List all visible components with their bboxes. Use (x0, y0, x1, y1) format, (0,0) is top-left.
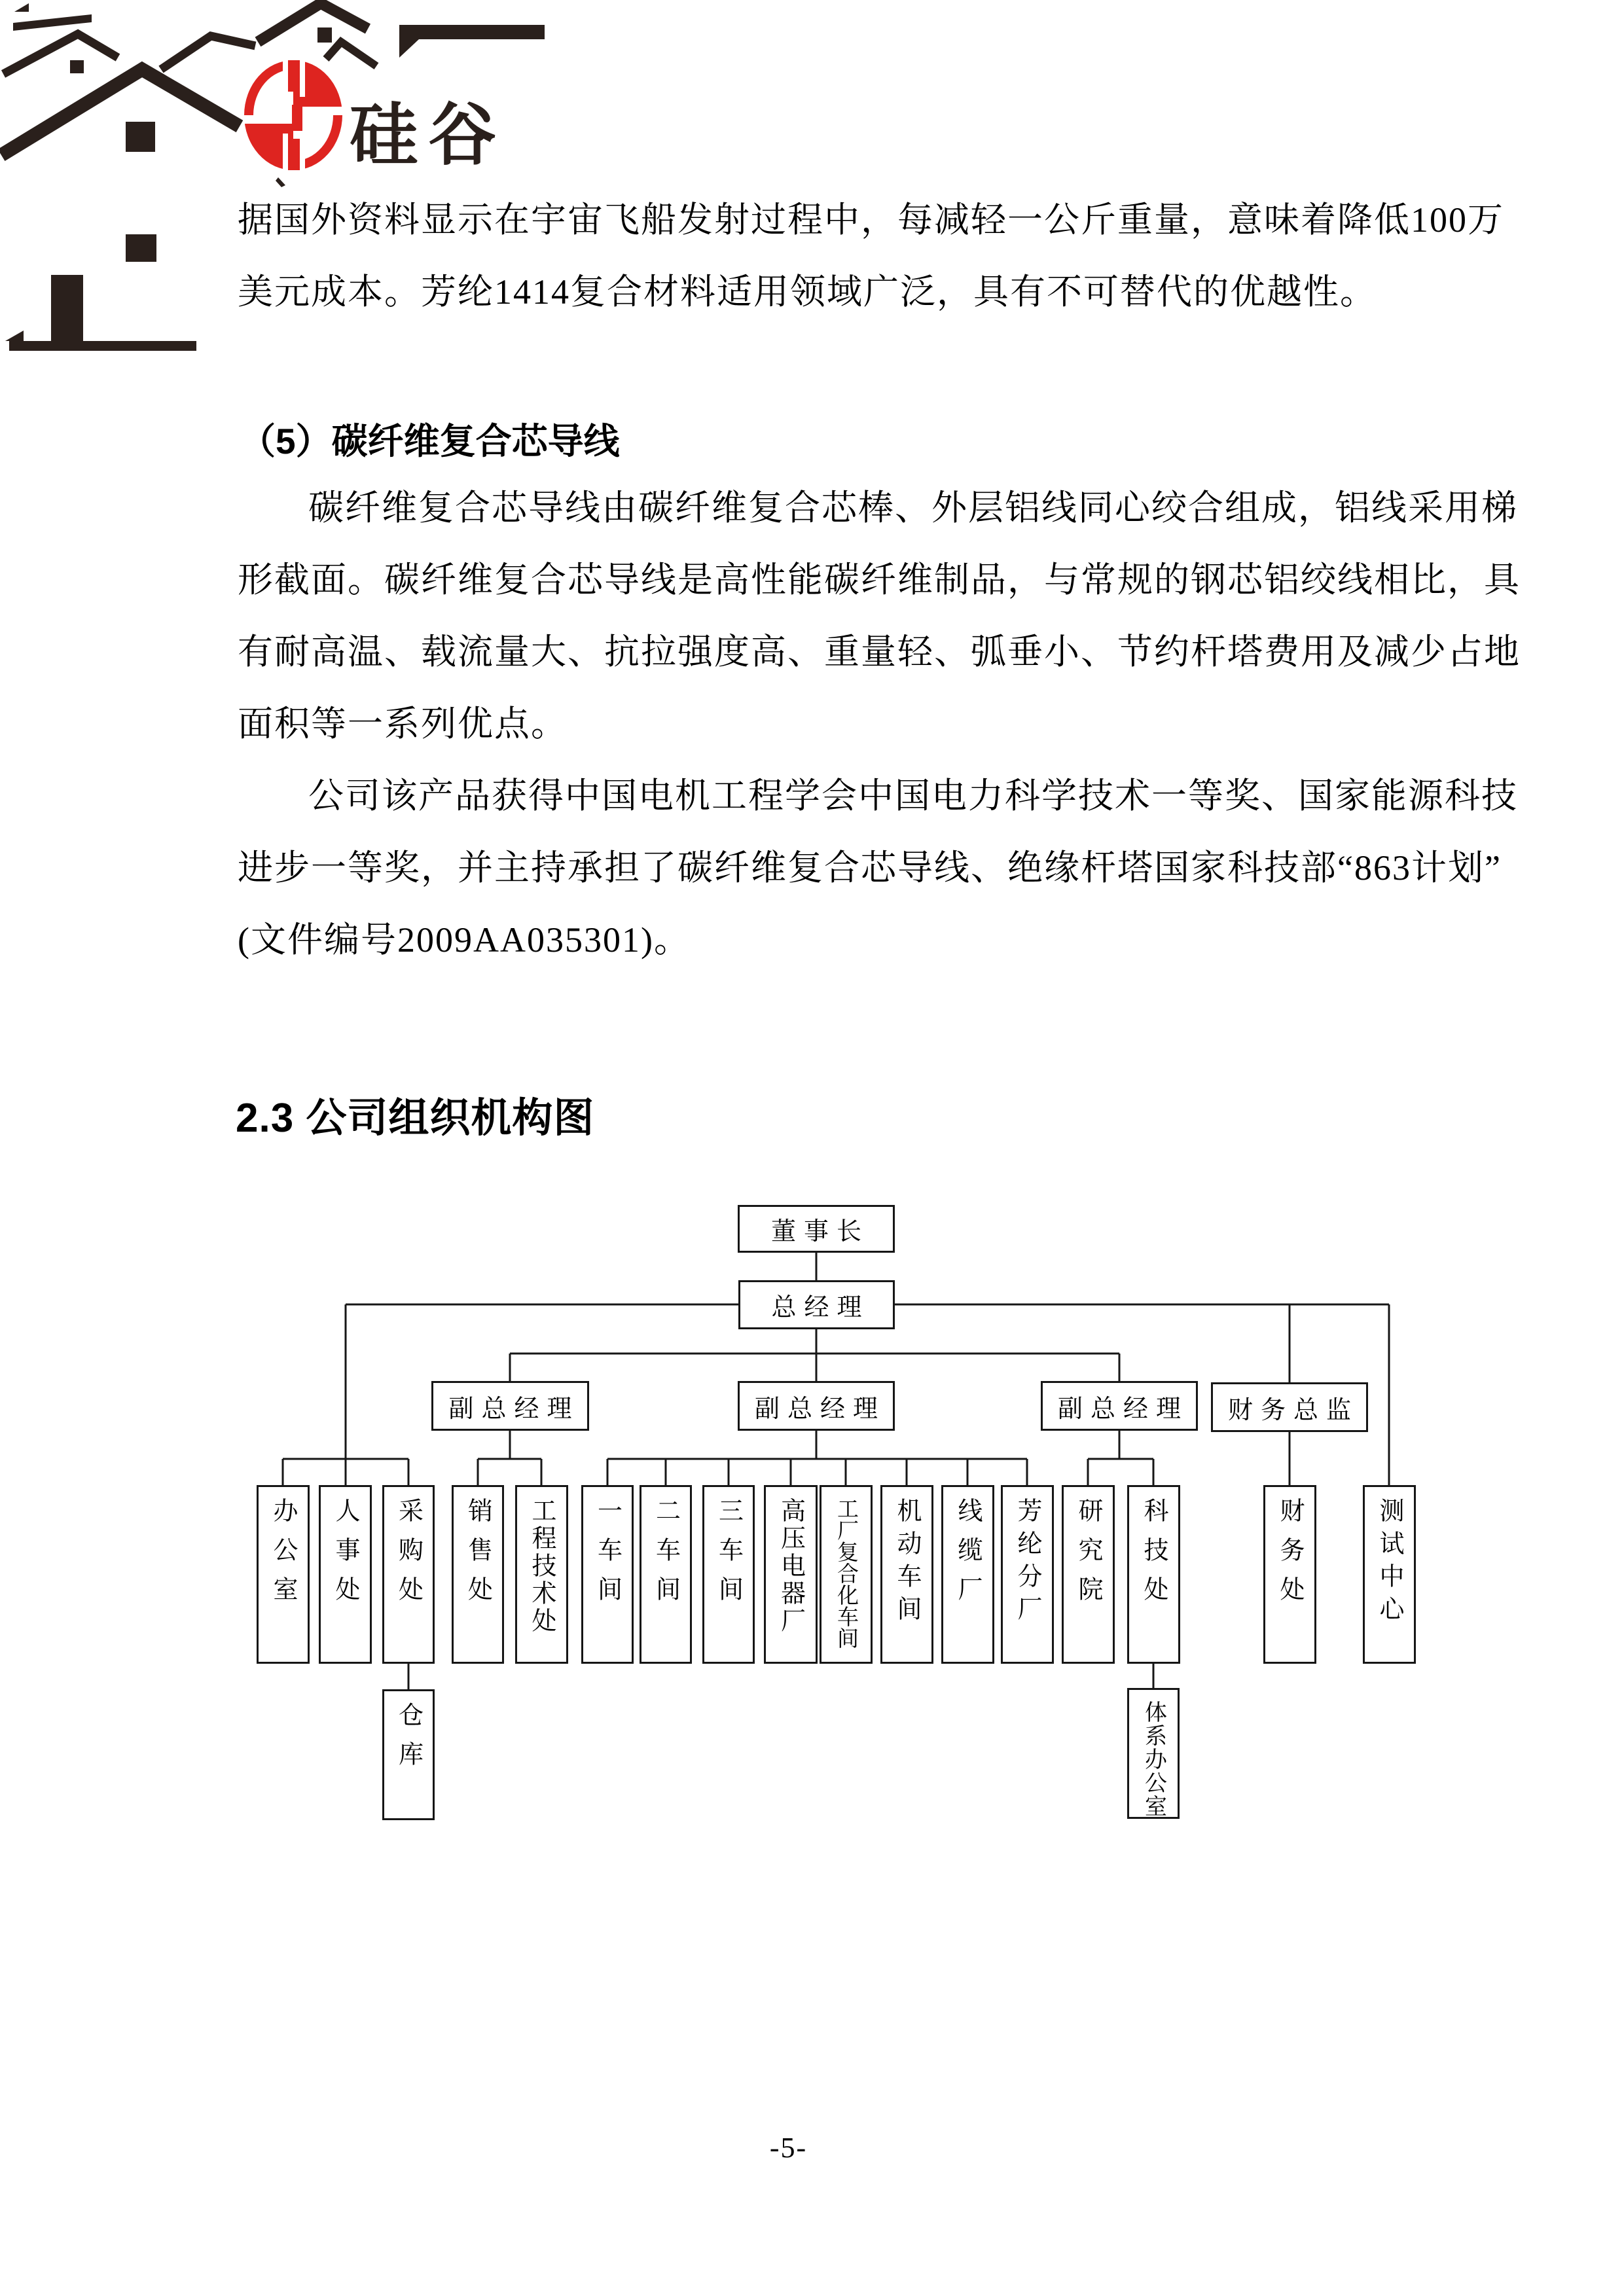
org-node-motive-workshop: 机动车间 (880, 1485, 933, 1664)
org-node-test-center: 测试中心 (1363, 1485, 1416, 1664)
org-node-procurement-dept: 采购处 (382, 1485, 435, 1664)
subsection-heading: （5）碳纤维复合芯导线 (240, 421, 620, 461)
org-node-system-office: 体系办公室 (1127, 1688, 1180, 1819)
org-node-engineering-tech-dept: 工程技术处 (515, 1485, 568, 1664)
org-node-sci-tech-dept: 科技处 (1127, 1485, 1180, 1664)
body-line: 进步一等奖，并主持承担了碳纤维复合芯导线、绝缘杆塔国家科技部“863计划” (238, 848, 1502, 888)
org-node-warehouse: 仓库 (382, 1689, 435, 1820)
org-node-deputy-gm-1: 副总经理 (431, 1381, 589, 1431)
body-line: 碳纤维复合芯导线由碳纤维复合芯棒、外层铝线同心绞合组成，铝线采用梯 (308, 488, 1518, 528)
org-node-hr-dept: 人事处 (319, 1485, 372, 1664)
org-node-finance-director: 财务总监 (1211, 1382, 1368, 1432)
body-line: 公司该产品获得中国电机工程学会中国电力科学技术一等奖、国家能源科技 (308, 776, 1518, 816)
org-node-office: 办公室 (257, 1485, 310, 1664)
section-heading: 2.3 公司组织机构图 (236, 1096, 595, 1141)
page-number: -5- (769, 2132, 808, 2164)
org-node-aramid-branch-factory: 芳纶分厂 (1001, 1485, 1054, 1664)
logo-brand-text: 硅谷 (350, 98, 507, 173)
org-node-deputy-gm-2: 副总经理 (738, 1381, 895, 1431)
org-node-factory-composite-workshop: 工厂复合化车间 (820, 1485, 873, 1664)
org-node-general-manager: 总经理 (738, 1280, 895, 1329)
org-node-workshop-1: 一车间 (581, 1485, 634, 1664)
body-line: 美元成本。芳纶1414复合材料适用领域广泛，具有不可替代的优越性。 (238, 272, 1377, 312)
body-line: 形截面。碳纤维复合芯导线是高性能碳纤维制品，与常规的钢芯铝绞线相比，具 (238, 560, 1521, 600)
org-node-workshop-3: 三车间 (702, 1485, 755, 1664)
body-line: 据国外资料显示在宇宙飞船发射过程中，每减轻一公斤重量，意味着降低100万 (238, 200, 1504, 240)
org-node-research-institute: 研究院 (1062, 1485, 1115, 1664)
org-node-hv-electric-factory: 高压电器厂 (764, 1485, 818, 1664)
org-node-deputy-gm-3: 副总经理 (1041, 1381, 1198, 1431)
body-line: 有耐高温、载流量大、抗拉强度高、重量轻、弧垂小、节约杆塔费用及减少占地 (238, 632, 1521, 672)
org-node-workshop-2: 二车间 (640, 1485, 692, 1664)
org-node-finance-dept: 财务处 (1263, 1485, 1316, 1664)
body-line: (文件编号2009AA035301)。 (238, 920, 691, 960)
org-node-sales-dept: 销售处 (452, 1485, 504, 1664)
org-node-cable-factory: 线缆厂 (941, 1485, 994, 1664)
org-node-chairman: 董事长 (738, 1205, 895, 1253)
body-line: 面积等一系列优点。 (238, 704, 568, 744)
